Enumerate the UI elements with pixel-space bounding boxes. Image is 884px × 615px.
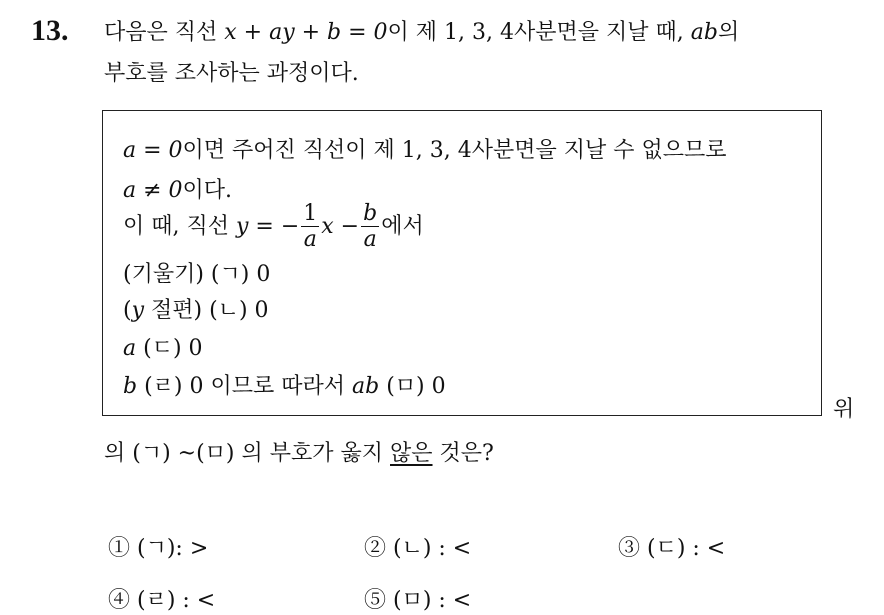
question-line-1-post: 의 [717,20,740,45]
question-ab: ab [690,20,718,45]
fraction-1-numerator: 1 [303,201,318,226]
box-l3-y: y = − [235,214,300,239]
box-l3-pre: 이 때, 직선 [123,214,236,239]
choice-3[interactable]: ③ (ㄷ) : < [618,536,726,561]
fraction-b-over-a [361,203,379,251]
question-line-1-mid: 이 제 1, 3, 4사분면을 지날 때, [387,20,691,45]
box-l3-x: x − [321,214,360,239]
question-prompt [104,436,494,467]
box-l7-ab: ab [352,374,380,399]
box-line-6 [123,331,203,362]
box-line-4: (기울기) (ㄱ) 0 [123,262,271,287]
question-equation: x + ay + b = 0 [224,20,388,45]
box-l2-text: 이다. [182,178,233,203]
box-line-7 [123,369,446,400]
prompt-post: 것은? [432,441,494,466]
box-line-5 [123,293,269,324]
box-l5-y: y [131,298,145,323]
choice-1[interactable]: ① (ㄱ): > [108,536,209,561]
choice-4[interactable]: ④ (ㄹ) : < [108,588,216,613]
box-l2-eq: a ≠ 0 [123,178,183,203]
box-l6-a: a [123,336,137,361]
wi-text: 위 [833,397,855,422]
box-l7-mid: (ㄹ) 0 이므로 따라서 [137,374,352,399]
fraction-2-numerator: b [363,201,378,226]
fraction-2-denominator: a [363,227,377,252]
question-line-1 [104,15,739,46]
box-l1-eq: a = 0 [123,138,183,163]
box-line-1 [123,133,727,164]
box-l7-post: (ㅁ) 0 [379,374,446,399]
box-l6-rest: (ㄷ) 0 [136,336,203,361]
question-number: 13. [31,14,69,47]
process-box [102,110,822,416]
fraction-one-over-a [301,203,319,251]
question-line-1-pre: 다음은 직선 [104,20,225,45]
box-l3-post: 에서 [381,214,424,239]
box-line-2 [123,173,232,204]
box-l5-rest: 절편) (ㄴ) 0 [144,298,269,323]
choice-2[interactable]: ② (ㄴ) : < [364,536,472,561]
box-l5-open: ( [123,298,132,323]
box-l1-text: 이면 주어진 직선이 제 1, 3, 4사분면을 지날 수 없으므로 [182,138,727,163]
box-line-3 [123,203,424,251]
box-l7-b: b [123,374,138,399]
prompt-pre: 의 (ㄱ) ~(ㅁ) 의 부호가 옳지 [104,441,390,466]
prompt-underlined: 않은 [390,441,433,466]
fraction-1-denominator: a [303,227,317,252]
choice-5[interactable]: ⑤ (ㅁ) : < [364,588,472,613]
question-line-2: 부호를 조사하는 과정이다. [104,61,359,86]
